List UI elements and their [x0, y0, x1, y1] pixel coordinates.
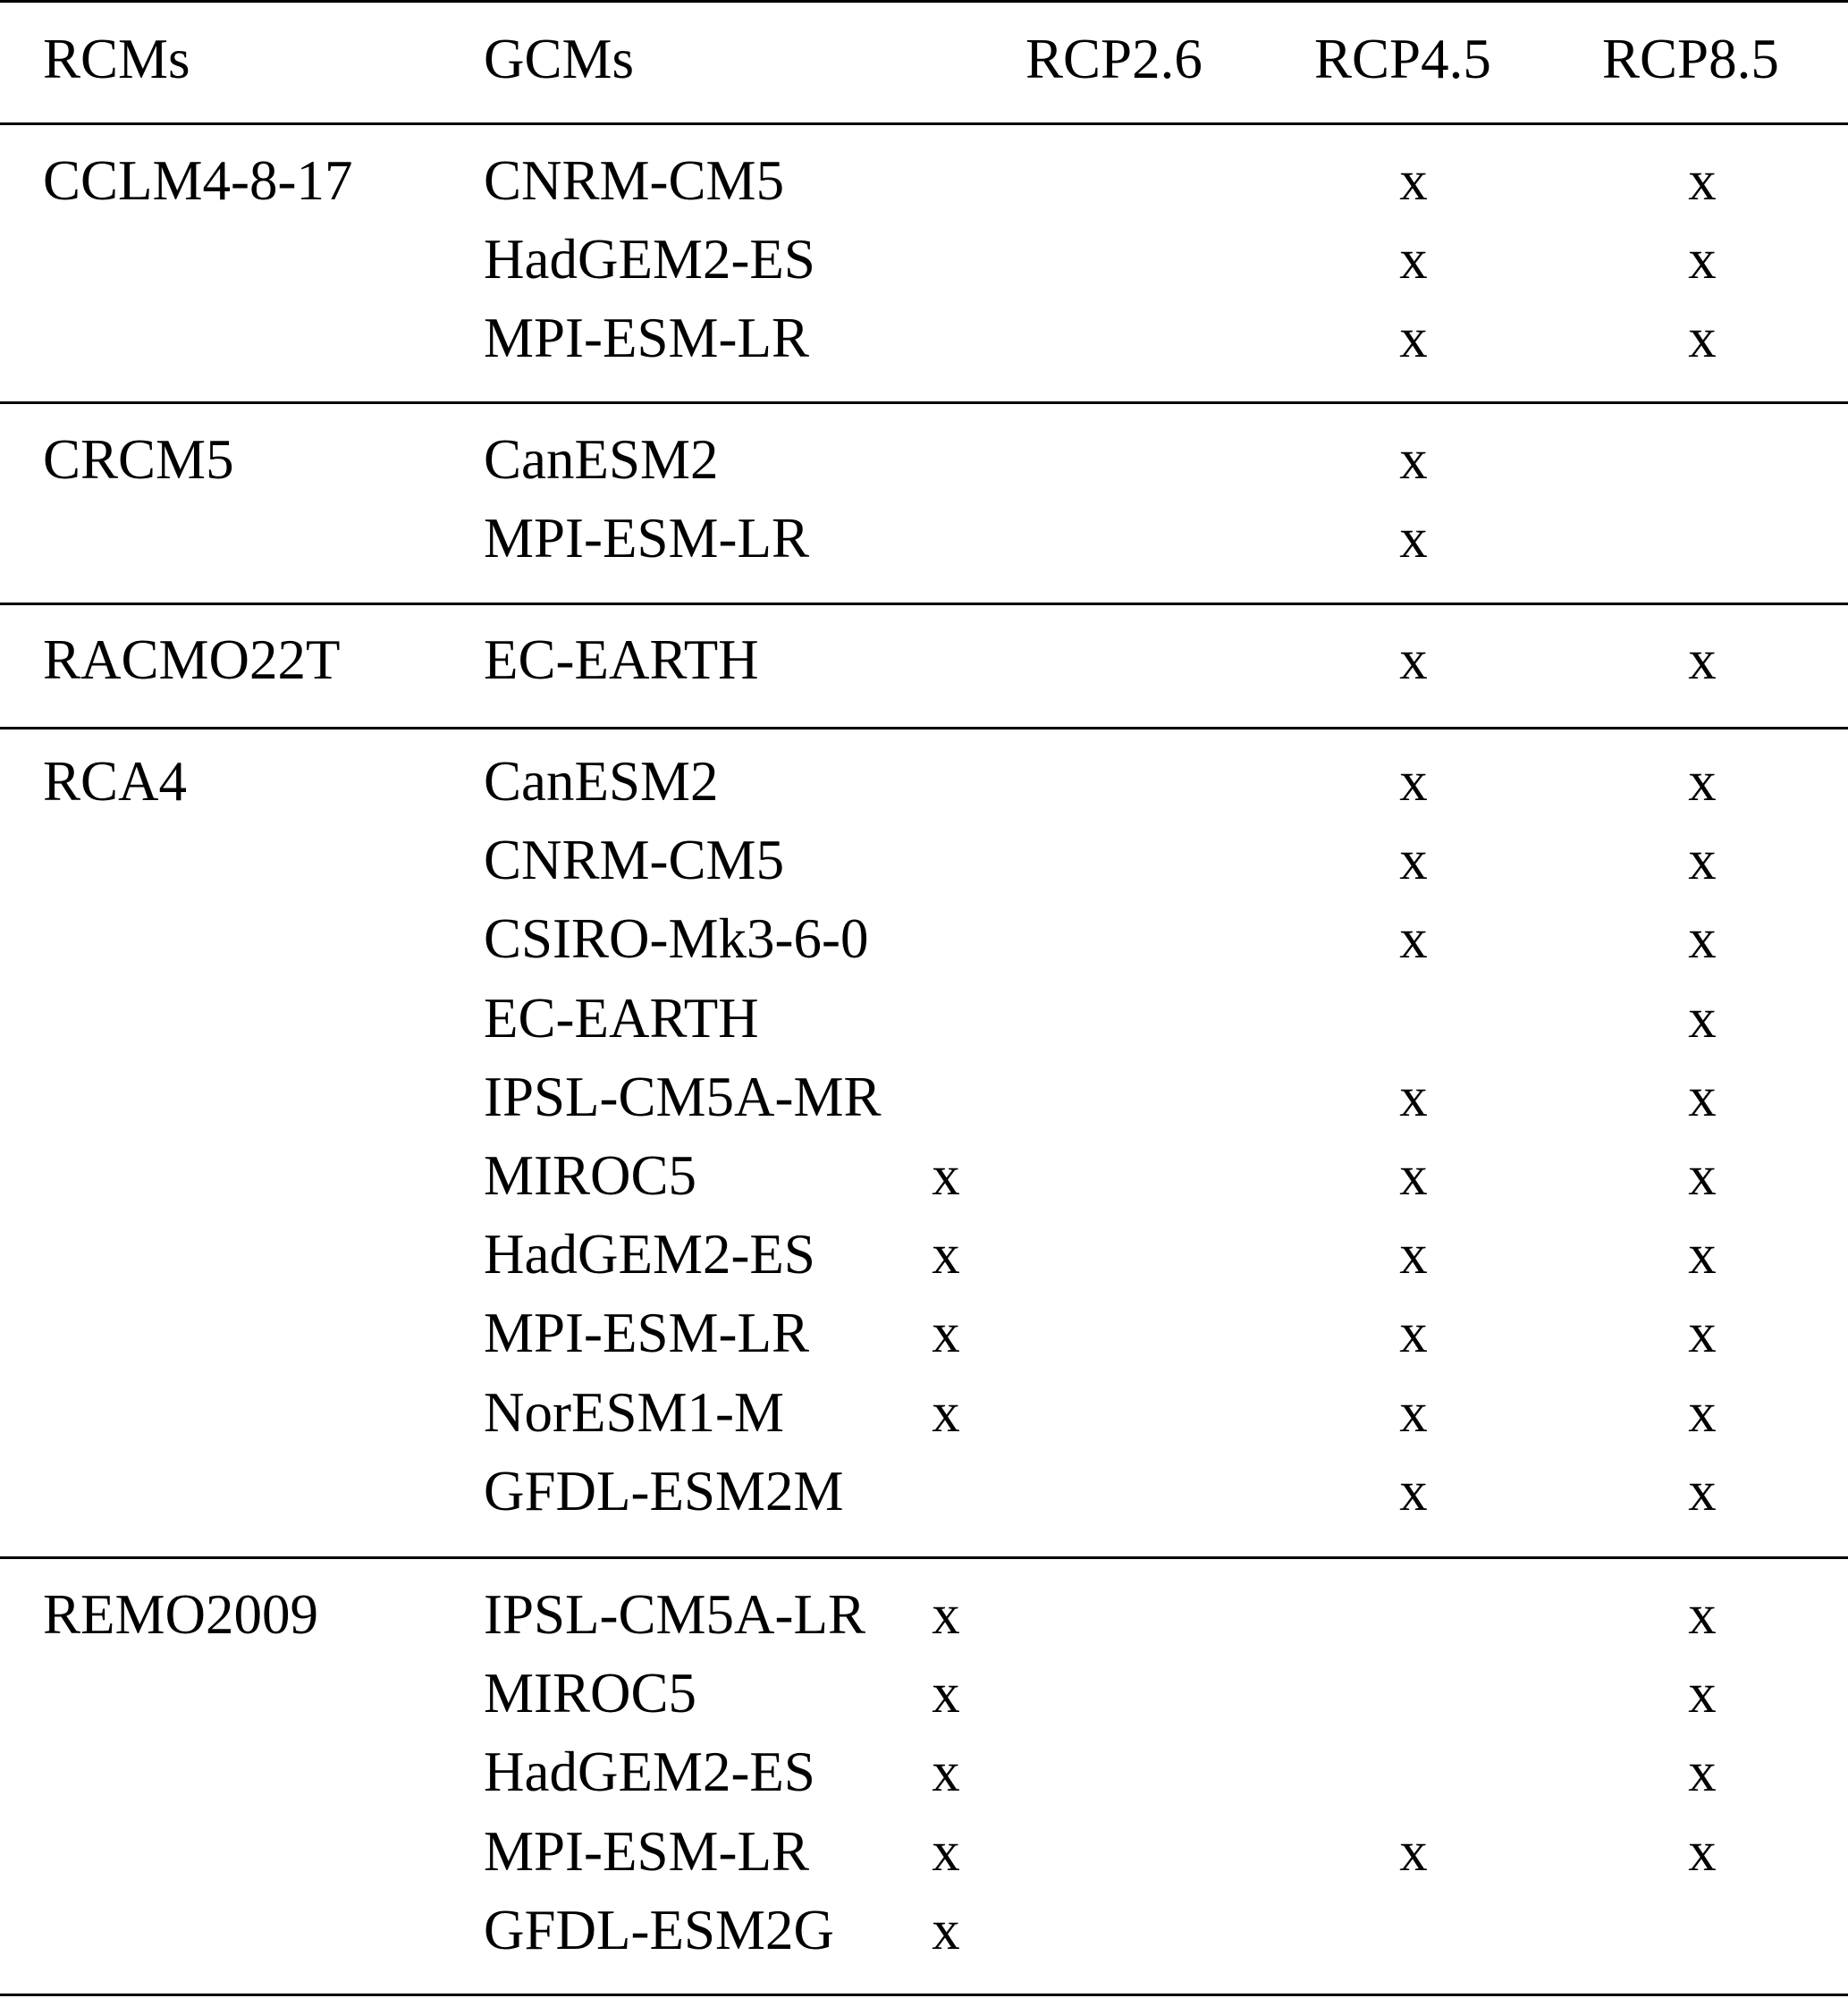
rcp26-mark	[767, 1058, 1125, 1136]
rcp26-mark	[767, 220, 1125, 299]
table-row	[0, 742, 1848, 821]
rcp85-mark: x	[1688, 750, 1717, 813]
rcp45-mark: x	[1399, 1820, 1428, 1883]
table-row	[0, 899, 1848, 978]
rcp45-mark: x	[1399, 750, 1428, 813]
gcm-name: HadGEM2-ES	[484, 1741, 815, 1803]
rcp26-mark	[767, 499, 1125, 577]
rcp45-mark: x	[1399, 1144, 1428, 1207]
table-row	[0, 821, 1848, 899]
rcp45-mark: x	[1399, 507, 1428, 569]
table-row	[0, 299, 1848, 377]
rcp45-mark: x	[1399, 1223, 1428, 1286]
gcm-name: MIROC5	[484, 1144, 697, 1207]
rcp26-mark	[767, 742, 1125, 821]
rcp26-mark	[767, 979, 1125, 1058]
rcp26-mark: x	[932, 1583, 960, 1646]
rcp26-mark: x	[932, 1223, 960, 1286]
header-rcp26: RCP2.6	[1025, 28, 1202, 90]
rcp45-mark: x	[1399, 1460, 1428, 1522]
rcp26-mark	[767, 1452, 1125, 1530]
gcm-name: CNRM-CM5	[484, 829, 785, 891]
table-row	[0, 1294, 1848, 1372]
rcp85-mark: x	[1688, 1460, 1717, 1522]
rcm-name: CCLM4-8-17	[43, 149, 353, 212]
rcp45-mark: x	[1399, 628, 1428, 691]
header-rule	[0, 122, 1848, 125]
rcp85-mark: x	[1688, 829, 1717, 891]
rcp26-mark	[767, 899, 1125, 978]
table-row	[0, 1058, 1848, 1136]
rcp85-mark: x	[1688, 1302, 1717, 1364]
table-row	[0, 1732, 1848, 1811]
rcm-name: RCA4	[43, 750, 188, 813]
rcp85-mark: x	[1688, 149, 1717, 212]
rcp45-mark: x	[1399, 428, 1428, 491]
gcm-name: MIROC5	[484, 1662, 697, 1724]
rcp26-mark: x	[932, 1302, 960, 1364]
gcm-name: GFDL-ESM2G	[484, 1899, 835, 1961]
rcp45-mark: x	[1399, 307, 1428, 369]
rcp26-mark: x	[932, 1899, 960, 1961]
table-row	[0, 1452, 1848, 1530]
rcp85-mark: x	[1688, 1066, 1717, 1128]
gcm-name: HadGEM2-ES	[484, 1223, 815, 1286]
table-row	[0, 979, 1848, 1058]
table-row	[0, 1136, 1848, 1215]
header-rcp45: RCP4.5	[1314, 28, 1491, 90]
rcp85-mark: x	[1688, 628, 1717, 691]
table-row	[0, 620, 1848, 699]
rcm-name: REMO2009	[43, 1583, 319, 1646]
gcm-name: MPI-ESM-LR	[484, 1302, 810, 1364]
table-row	[0, 1215, 1848, 1294]
table-row	[0, 1812, 1848, 1891]
rcp85-mark: x	[1688, 1741, 1717, 1803]
rcp26-mark: x	[932, 1144, 960, 1207]
gcm-name: HadGEM2-ES	[484, 228, 815, 291]
top-rule	[0, 0, 1848, 3]
bottom-rule	[0, 1994, 1848, 1996]
header-row	[0, 20, 1848, 98]
rcp85-mark: x	[1688, 1662, 1717, 1724]
rcp85-mark: x	[1688, 1381, 1717, 1444]
gcm-name: MPI-ESM-LR	[484, 507, 810, 569]
rcp26-mark: x	[932, 1741, 960, 1803]
gcm-name: IPSL-CM5A-MR	[484, 1066, 882, 1128]
rcp85-mark: x	[1688, 1223, 1717, 1286]
rcp85-mark: x	[1688, 1583, 1717, 1646]
rcm-name: RACMO22T	[43, 628, 341, 691]
rcp26-mark	[767, 141, 1125, 220]
rcp45-mark: x	[1399, 907, 1428, 970]
gcm-name: MPI-ESM-LR	[484, 307, 810, 369]
gcm-name: CNRM-CM5	[484, 149, 785, 212]
table-row	[0, 420, 1848, 499]
gcm-name: IPSL-CM5A-LR	[484, 1583, 866, 1646]
header-rcms: RCMs	[43, 28, 190, 90]
rcp26-mark: x	[932, 1381, 960, 1444]
rcp85-mark: x	[1688, 907, 1717, 970]
group-separator-rule	[0, 603, 1848, 605]
gcm-name: EC-EARTH	[484, 987, 759, 1050]
gcm-name: NorESM1-M	[484, 1381, 785, 1444]
gcm-name: CanESM2	[484, 428, 719, 491]
table-row	[0, 220, 1848, 299]
rcp26-mark	[767, 620, 1125, 699]
rcp85-mark: x	[1688, 987, 1717, 1050]
group-separator-rule	[0, 1556, 1848, 1559]
rcp45-mark: x	[1399, 1381, 1428, 1444]
rcp85-mark	[1523, 499, 1848, 577]
rcp85-mark	[1523, 1891, 1848, 1969]
rcp26-mark	[767, 821, 1125, 899]
rcp45-mark: x	[1399, 228, 1428, 291]
rcp26-mark: x	[932, 1820, 960, 1883]
gcm-name: GFDL-ESM2M	[484, 1460, 844, 1522]
rcp85-mark: x	[1688, 1144, 1717, 1207]
table-row	[0, 1654, 1848, 1732]
header-rcp85: RCP8.5	[1602, 28, 1779, 90]
rcp45-mark: x	[1399, 149, 1428, 212]
group-separator-rule	[0, 727, 1848, 729]
header-gcms: GCMs	[484, 28, 635, 90]
table-row	[0, 1373, 1848, 1452]
table-row	[0, 1575, 1848, 1654]
table-row	[0, 499, 1848, 577]
gcm-name: CSIRO-Mk3-6-0	[484, 907, 869, 970]
rcp26-mark: x	[932, 1662, 960, 1724]
rcp26-mark	[767, 299, 1125, 377]
rcp45-mark: x	[1399, 1066, 1428, 1128]
gcm-name: CanESM2	[484, 750, 719, 813]
table-row	[0, 1891, 1848, 1969]
rcp45-mark: x	[1399, 1302, 1428, 1364]
rcp45-mark: x	[1399, 829, 1428, 891]
gcm-name: MPI-ESM-LR	[484, 1820, 810, 1883]
rcp26-mark	[767, 420, 1125, 499]
rcp85-mark: x	[1688, 1820, 1717, 1883]
group-separator-rule	[0, 401, 1848, 404]
gcm-name: EC-EARTH	[484, 628, 759, 691]
rcp85-mark: x	[1688, 307, 1717, 369]
rcp85-mark	[1523, 420, 1848, 499]
rcm-name: CRCM5	[43, 428, 234, 491]
table-row	[0, 141, 1848, 220]
rcp85-mark: x	[1688, 228, 1717, 291]
